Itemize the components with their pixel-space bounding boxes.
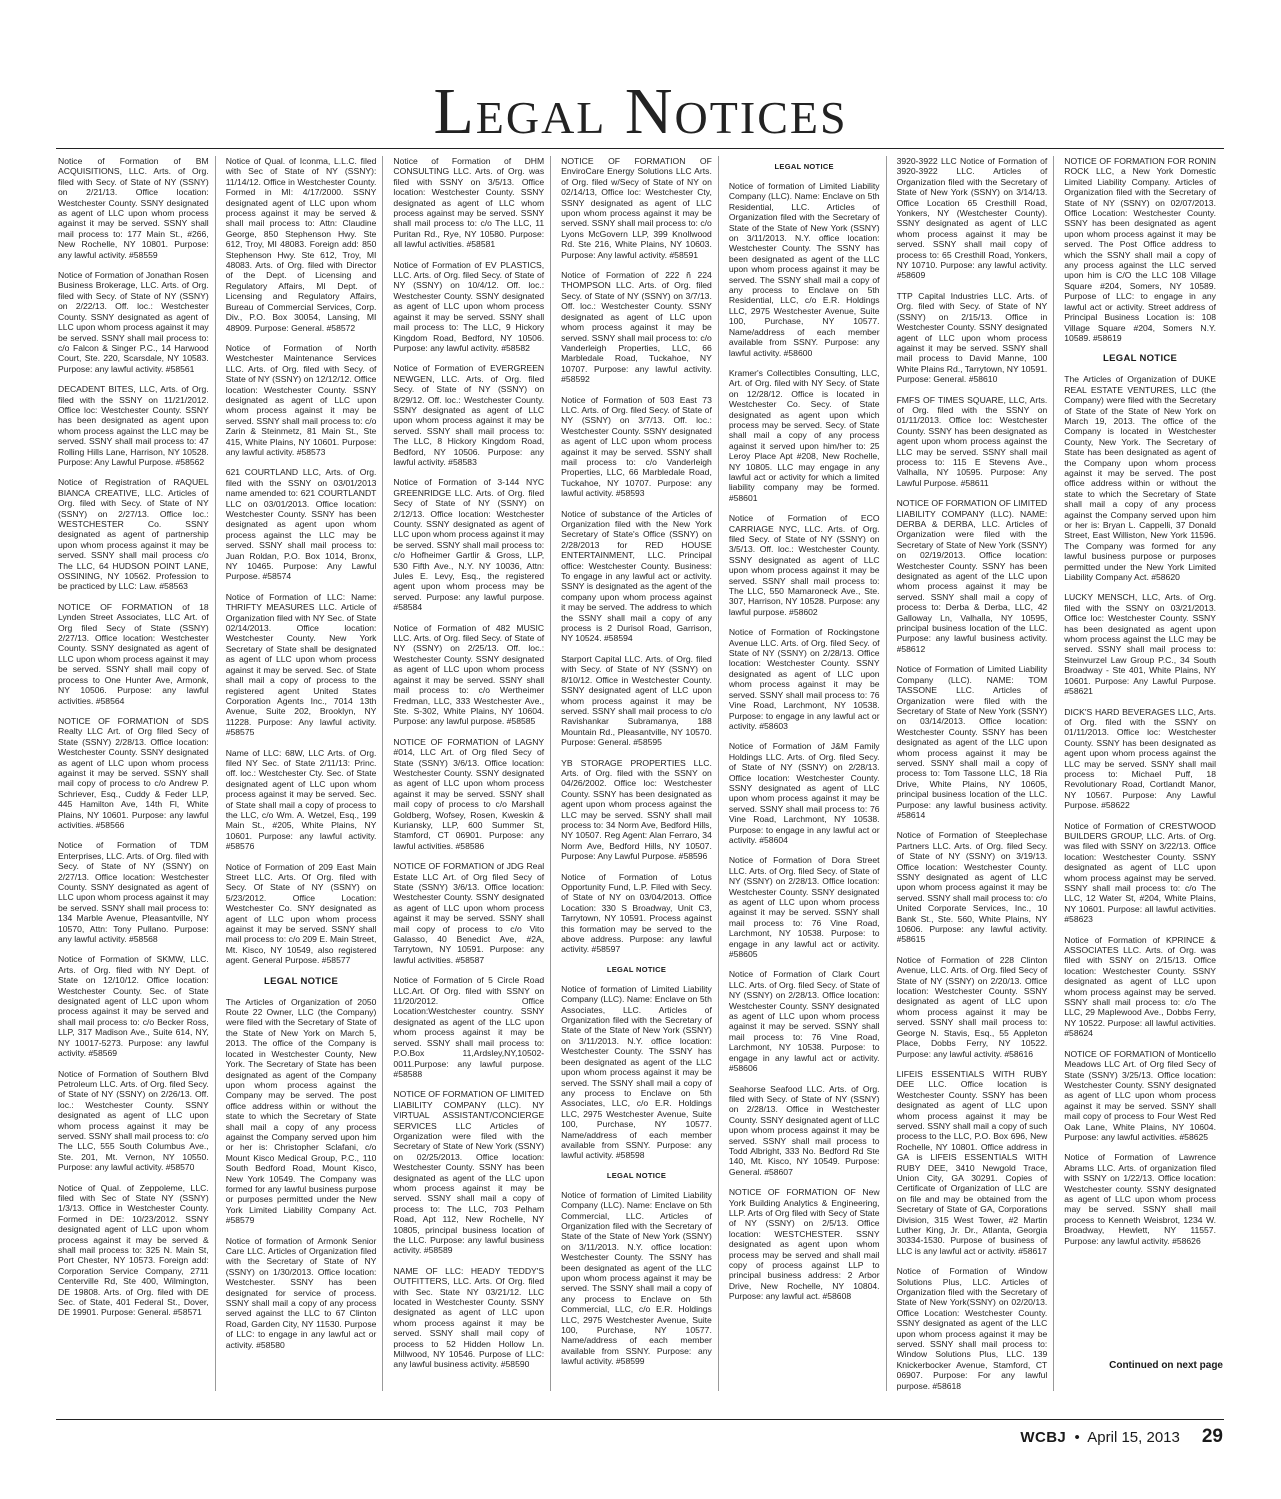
legal-notice: Notice of Registration of RAQUEL BIANCA CREATIVE, LLC. Articles of Org. filed with Secy. of State of NY (SSNY) on 2/27/13. Office loc.: WESTCHESTER Co. SSNY designated as agent of partnership upon whom process against it may be served. SSNY shall mail process c/o The LLC, 64 HUDSON POINT LANE, OSSINING, NY 10562. Profession to be practiced by LLC: Law. #58563 [58, 477, 209, 592]
legal-notice: Notice of Formation of 209 East Main Street LLC. Arts. Of Org. filed with Secy. Of State of NY (SSNY) on 5/23/2012. Office Location: Westchester Co. SNY designated as agent of LLC upon whom process against it may be served. SSNY shall mail process to: c/o 209 E. Main Street, Mt. Kisco, NY 10549, also registered agent. General Purpose. #58577 [225, 861, 377, 966]
header-rule [56, 148, 1224, 149]
legal-notice: Notice of Qual. of Zeppoleme, LLC. filed with Sec of State NY (SSNY) 1/3/13. Office in Westchester County. Formed in DE: 10/23/2012. SSNY designated agent of LLC upon whom process against it may be served & shall mail process to: 325 N. Main St, Port Chester, NY 10573. Foreign add: Corporation Service Company, 2711 Centerville Rd, Ste 400, Wilmington, DE 19808. Arts. of Org. filed with DE Sec. of State, 401 Federal St., Dover, DE 19901. Purpose: General. #58571 [58, 1182, 209, 1318]
legal-notice: DICK'S HARD BEVERAGES LLC, Arts. of Org. filed with the SSNY on 01/11/2013. Office loc: Westchester County. SSNY has been designated as agent upon whom process against the LLC may be served. SSNY shall mail process to: Michael Puff, 18 Revolutionary Road, Cortlandt Manor, NY 10567. Purpose: Any Lawful Purpose. #58622 [1064, 706, 1216, 811]
notice-column [393, 156, 551, 1391]
legal-notice: Notice of formation of Limited Liability Company (LLC). Name: Enclave on 5th Commercial, LLC. Articles of Organization filed with the Secretary of State of the State of New York (SSNY) on 3/11/2013. N.Y. office location: Westchester County. The SSNY has been designated as agent of the LLC upon whom process against it may be served. The SSNY shall mail a copy of any process to Enclave on 5th Commercial, LLC, c/o E.R. Holdings LLC, 2975 Westchester Avenue, Suite 100, Purchase, NY 10577. Name/address of each member available from SSNY. Purpose: any lawful activity. #58599 [561, 1189, 712, 1367]
bullet-separator: • [1070, 1428, 1084, 1446]
notice-column [226, 156, 384, 1391]
legal-notice: Notice of formation of Limited Liability Company (LLC). Name: Enclave on 5th Residential, LLC. Articles of Organization filed with the Secretary of State of the State of New York (SSNY) on 3/11/2013. N.Y. office location: Westchester County. The SSNY has been designated as agent of the LLC upon whom process against it may be served. The SSNY shall mail a copy of any process to Enclave on 5th Residential, LLC, c/o E.R. Holdings LLC, 2975 Westchester Avenue, Suite 100, Purchase, NY 10577. Name/address of each member available from SSNY. Purpose: any lawful activity. #58600 [728, 181, 880, 358]
legal-notice: Notice of Formation of SKMW, LLC. Arts. of Org. filed with NY Dept. of State on 12/10/12. Office location: Westchester County. Sec. of State designated agent of LLC upon whom process against it may be served and shall mail process to: c/o Becker Ross, LLP, 317 Madison Ave., Suite 614, NY, NY 10017-5273. Purpose: any lawful activity. #58569 [58, 954, 209, 1059]
issue-date: April 15, 2013 [1087, 1428, 1180, 1446]
footer-rule [56, 1419, 1224, 1420]
legal-notice: LUCKY MENSCH, LLC, Arts. of Org. filed with the SSNY on 03/21/2013. Office loc: Westchester County. SSNY has been designated as agent upon whom process against the LLC may be served. SSNY shall mail process to: Steinvurzel Law Group P.C., 34 South Broadway - Ste 401, White Plains, NY 10601. Purpose: Any Lawful Purpose. #58621 [1064, 592, 1216, 697]
section-heading: LEGAL NOTICE [774, 162, 834, 171]
legal-notice: Notice of Formation of 222 ñ 224 THOMPSON LLC. Arts. of Org. filed Secy. of State of NY (SSNY) on 3/7/13. Off. loc.: Westchester County. SSNY designated as agent of LLC upon whom process against it may be served. SSNY shall mail process to: c/o Vanderleigh Properties, LLC, 66 Marbledale Road, Tuckahoe, NY 10707. Purpose: any lawful activity. #58592 [561, 270, 712, 385]
section-heading: LEGAL NOTICE [606, 964, 667, 974]
legal-notice: Notice of Formation of Window Solutions Plus, LLC. Articles of Organization filed with the Secretary of State of New York(SSNY) on 02/20/13. Office Location: Westchester County. SSNY designated as agent of the LLC upon whom process against it may be served. SSNY shall mail process to: Window Solutions Plus, LLC. 139 Knickerbocker Avenue, Stamford, CT 06907. Purpose: For any lawful purpose. #58618 [896, 1266, 1048, 1391]
legal-notice: FMFS OF TIMES SQUARE, LLC, Arts. of Org. filed with the SSNY on 01/11/2013. Office loc: Westchester County. SSNY has been designated as agent upon whom process against the LLC may be served. SSNY shall mail process to: 115 E Stevens Ave., Valhalla, NY 10595. Purpose: Any Lawful Purpose. #58611 [896, 394, 1048, 488]
legal-notice: The Articles of Organization of DUKE REAL ESTATE VENTURES, LLC (the Company) were filed with the Secretary of State of the State of New York on March 19, 2013. The office of the Company is located in Westchester County, New York. The Secretary of State has been designated as agent of the Company upon whom process against it may be served. The post office address within or without the state to which the Secretary of State shall mail a copy of any process against the Company served upon him or her is: Bryan L. Cappelli, 37 Donald Street, East Williston, New York 11596. The Company was formed for any lawful business purpose or purposes permitted under the New York Limited Liability Company Act. #58620 [1064, 374, 1216, 583]
legal-notice: DECADENT BITES, LLC, Arts. of Org. filed with the SSNY on 11/21/2012. Office loc: Westchester County. SSNY has been designated as agent upon whom process against the LLC may be served. SSNY shall mail process to: 47 Rolling Hills Lane, Harrison, NY 10528. Purpose: Any Lawful Purpose. #58562 [58, 384, 209, 467]
legal-notice: Notice of Formation of Limited Liability Company (LLC). NAME: TOM TASSONE LLC. Articles of Organization were filed with the Secretary of State of New York (SSNY) on 03/14/2013. Office location: Westchester County. SSNY has been designated as agent of the LLC upon whom process against it may be served. SSNY shall mail a copy of process to: Tom Tassone LLC, 18 Ria Drive, White Plains, NY 10605, principal business location of the LLC. Purpose: any lawful business activity. #58614 [896, 664, 1048, 820]
legal-notice: YB STORAGE PROPERTIES LLC. Arts. of Org. filed with the SSNY on 04/26/2002. Office loc: Westchester County. SSNY has been designated as agent upon whom process against the LLC may be served. SSNY shall mail process to: 34 Norm Ave, Bedford Hills, NY 10507. Reg Agent: Alan Ferraro, 34 Norm Ave, Bedford Hills, NY 10507. Purpose: Any Lawful Purpose. #58596 [561, 757, 712, 862]
legal-notice: NOTICE OF FORMATION OF LIMITED LIABILITY COMPANY (LLC). NY VIRTUAL ASSISTANT/CONCIERGE SERVICES LLC Articles of Organization were filed with the Secretary of State of New York (SSNY) on 02/25/2013. Office location: Westchester County. SSNY has been designated as agent of the LLC upon whom process against it may be served. SSNY shall mail a copy of process to: The LLC, 703 Pelham Road, Apt 112, New Rochelle, NY 10805, principal business location of the LLC. Purpose: any lawful business activity. #58589 [393, 1089, 545, 1256]
legal-notice: Notice of Formation of 503 East 73 LLC. Arts. of Org. filed Secy. of State of NY (SSNY) on 3/7/13. Off. loc.: Westchester County. SSNY designated as agent of LLC upon whom process against it may be served. SSNY shall mail process to: c/o Vanderleigh Properties, LLC, 66 Marbledale Road, Tuckahoe, NY 10707. Purpose: any lawful activity. #58593 [561, 394, 712, 499]
legal-notice: The Articles of Organization of 2050 Route 22 Owner, LLC (the Company) were filed with the Secretary of State of the State of New York on March 5, 2013. The office of the Company is located in Westchester County, New York. The Secretary of State has been designated as agent of the Company upon whom process against the Company may be served. The post office address within or without the state to which the Secretary of State shall mail a copy of any process against the Company served upon him or her is: Christopher Sclafani, c/o Mount Kisco Medical Group, P.C., 110 South Bedford Road, Mount Kisco, New York 10549. The Company was formed for any lawful business purpose or purposes permitted under the New York Limited Liability Company Act. #58579 [225, 996, 377, 1226]
legal-notice: NOTICE OF FORMATION OF EnviroCare Energy Solutions LLC Arts. of Org. filed w/Secy of State of NY on 02/14/13, Office loc: Westchester Cty, SSNY designated as agent of LLC upon whom process against it may be served. SSNY shall mail process to: c/o Lyons McGovern LLP, 399 Knollwood Rd. Ste 216, White Plains, NY 10603. Purpose: Any lawful activity. #58591 [561, 156, 712, 260]
legal-notice: 621 COURTLAND LLC, Arts. of Org. filed with the SSNY on 03/01/2013 name amended to: 621 COURTLANDT LLC on 03/01/2013. Office location: Westchester County. SSNY has been designated as agent upon whom process against the LLC may be served. SSNY shall mail process to: Juan Roldan, P.O. Box 1014, Bronx, NY 10465. Purpose: Any Lawful Purpose. #58574 [225, 467, 377, 582]
legal-notice: NOTICE OF FORMATION of JDG Real Estate LLC Art. of Org filed Secy of State (SSNY) 3/6/13. Office location: Westchester County. SSNY designated as agent of LLC upon whom process against it may be served. SSNY shall mail copy of process to c/o Vito Galasso, 40 Benedict Ave, #2A, Tarrytown, NY 10591. Purpose: any lawful activities. #58587 [393, 861, 545, 965]
legal-notice: Kramer's Collectibles Consulting, LLC, Art. of Org. filed with NY Secy. of State on 12/28/12. Office is located in Westchester Co. Secy. of State designated as agent upon which process may be served. Secy. of State shall mail a copy of any process against it served upon him/her to: 25 Leroy Place Apt #208, New Rochelle, NY 10805. LLC may engage in any lawful act or activity for which a limited liability company may be formed. #58601 [728, 367, 880, 503]
legal-notice: Notice of Formation of Clark Court LLC. Arts. of Org. filed Secy. of State of NY (SSNY) on 2/28/13. Office location: Westchester County. SSNY designated as agent of LLC upon whom process against it may be served. SSNY shall mail process to: 76 Vine Road, Larchmont, NY 10538. Purpose: to engage in any lawful act or activity. #58606 [728, 969, 880, 1074]
legal-notice: NOTICE OF FORMATION of LAGNY #014, LLC Art. of Org filed Secy of State (SSNY) 3/6/13. Office location: Westchester County. SSNY designated as agent of LLC upon whom process against it may be served. SSNY shall mail copy of process to c/o Marshall Goldberg, Wofsey, Rosen, Kweskin & Kuriansky, LLP, 600 Summer St, Stamford, CT 06901. Purpose: any lawful activities. #58586 [393, 736, 545, 851]
legal-notice: Notice of Formation of EVERGREEN NEWGEN, LLC. Arts. of Org. filed Secy. of State of NY (SSNY) on 8/29/12. Off. loc.: Westchester County. SSNY designated as agent of LLC upon whom process against it may be served. SSNY shall mail process to: The LLC, 8 Hickory Kingdom Road, Bedford, NY 10506. Purpose: any lawful activity. #58583 [393, 363, 545, 467]
notice-column [561, 156, 719, 1391]
legal-notice: 3920-3922 LLC Notice of Formation of 3920-3922 LLC. Articles of Organization filed with the Secretary of State of New York (SSNY) on 3/14/13. Office Location 65 Cresthill Road, Yonkers, NY (Westchester County). SSNY designated as agent of LLC whom process against it may be served. SSNY shall mail copy of process to: 65 Cresthill Road, Yonkers, NY 10710. Purpose: any lawful activity. #58609 [896, 156, 1048, 281]
legal-notice: Notice of Formation of Steeplechase Partners LLC. Arts. of Org. filed Secy. of State of NY (SSNY) on 3/19/13. Office location: Westchester County. SSNY designated as agent of LLC upon whom process against it may be served. SSNY shall mail process to: c/o United Corporate Services, Inc., 10 Bank St., Ste. 560, White Plains, NY 10606. Purpose: any lawful activity. #58615 [896, 830, 1048, 945]
legal-notice: Notice of substance of the Articles of Organization filed with the New York Secretary of State's Office (SSNY) on 2/28/2013 for RED HOUSE ENTERTAINMENT, LLC. Principal office: Westchester County. Business: To engage in any lawful act or activity. SSNY is designated as the agent of the company upon whom process against it may be served. The address to which the SSNY shall mail a copy of any process is 2 Durisol Road, Garrison, NY 10524. #58594 [561, 508, 712, 644]
section-heading: LEGAL NOTICE [1103, 353, 1178, 365]
section-heading: LEGAL NOTICE [606, 1170, 667, 1180]
legal-notice: NOTICE OF FORMATION of SDS Realty LLC Art. of Org filed Secy of State (SSNY) 2/28/13. Office location: Westchester County. SSNY designated as agent of LLC upon whom process against it may be served. SSNY shall mail copy of process to c/o Andrew P. Schriever, Esq., Cuddy & Feder LLP, 445 Hamilton Ave, 14th Fl, White Plains, NY 10601. Purpose: any lawful activities. #58566 [58, 715, 209, 830]
legal-notice: Seahorse Seafood LLC. Arts. of Org. filed with Secy. of State of NY (SSNY) on 2/28/13. Office in Westchester County. SSNY designated agent of LLC upon whom process against it may be served. SSNY shall mail process to Todd Albright, 333 No. Bedford Rd Ste 140, Mt. Kisco, NY 10549. Purpose: General. #58607 [728, 1083, 880, 1177]
legal-notice: Notice of Formation of 3-144 NYC GREENRIDGE LLC. Arts. of Org. filed Secy of State of NY (SSNY) on 2/12/13. Office location: Westchester County. SSNY designated as agent of LLC upon whom process against it may be served. SSNY shall mail process to: c/o Hofheimer Gartlir & Gross, LLP, 530 Fifth Ave., N.Y. NY 10036, Attn: Jules E. Levy, Esq., the registered agent upon whom process may be served. Purpose: any lawful purpose. #58584 [393, 477, 545, 613]
notice-column [1064, 156, 1222, 1391]
legal-notice: Notice of Formation of Dora Street LLC. Arts. of Org. filed Secy. of State of NY (SSNY) on 2/28/13. Office location: Westchester County. SSNY designated as agent of LLC upon whom process against it may be served. SSNY shall mail process to: 76 Vine Road, Larchmont, NY 10538. Purpose: to engage in any lawful act or activity. #58605 [728, 855, 880, 960]
publication-name: WCBJ [1020, 1428, 1067, 1446]
legal-notice: Notice of Formation of EV PLASTICS, LLC. Arts. of Org. filed Secy. of State of NY (SSNY) on 10/4/12. Off. loc.: Westchester County. SSNY designated as agent of LLC upon whom process against it may be served. SSNY shall mail process to: The LLC, 9 Hickory Kingdom Road, Bedford, NY 10506. Purpose: any lawful activity. #58582 [393, 259, 545, 353]
legal-notice: Notice of Formation of 228 Clinton Avenue, LLC. Arts. of Org. filed Secy of State of NY (SSNY) on 2/20/13. Office location: Westchester County. SSNY designated as agent of LLC upon whom process against it may be served. SSNY shall mail process to: George N. Stavis, Esq., 55 Appleton Place, Dobbs Ferry, NY 10522. Purpose: any lawful activity. #58616 [896, 954, 1048, 1059]
legal-notice: NOTICE OF FORMATION of 18 Lynden Street Associates, LLC Art. of Org filed Secy of State (SSNY) 2/27/13. Office location: Westchester County. SSNY designated as agent of LLC upon whom process against it may be served. SSNY shall mail copy of process to One Hunter Ave, Armonk, NY 10506. Purpose: any lawful activities. #58564 [58, 601, 209, 706]
legal-notice: Name of LLC: 68W, LLC Arts. of Org. filed NY Sec. of State 2/11/13: Princ. off. loc.: Westchester Cty. Sec. of State designated agent of LLC upon whom process against it may be served. Sec. of State shall mail a copy of process to the LLC, c/o Wm. A. Wetzel, Esq., 199 Main St., #205, White Plains, NY 10601. Purpose: any lawful activity. #58576 [225, 747, 377, 852]
legal-notice: Notice of Formation of Jonathan Rosen Business Brokerage, LLC. Arts. of Org. filed with Secy. of State of NY (SSNY) on 2/22/13. Off. loc.: Westchester County. SSNY designated as agent of LLC upon whom process against it may be served. SSNY shall mail process to: c/o Falcon & Singer P.C., 14 Harwood Court, Ste. 220, Scarsdale, NY 10583. Purpose: any lawful activity. #58561 [58, 270, 209, 374]
notice-column [58, 156, 216, 1391]
page-title: Legal Notices [433, 75, 848, 148]
legal-notice: NAME OF LLC: HEADY TEDDY'S OUTFITTERS, LLC. Arts. Of Org. filed with Sec. State NY 03/21/12. LLC located in Westchester County. SSNY designated as agent of LLC upon whom process against it may be served. SSNY shall mail copy of process to 52 Hidden Hollow Ln. Millwood, NY 10546. Purpose of LLC: any lawful business activity. #58590 [393, 1265, 545, 1370]
section-heading: LEGAL NOTICE [263, 975, 339, 987]
legal-notice: Notice of Formation of Lawrence Abrams LLC. Arts. of organization filed with SSNY on 1/22/13. Office location: Westchester county. SSNY designated as agent of LLC upon whom process may be served. SSNY shall mail process to Kenneth Weisbrot, 1234 W. Broadway, Hewlett, NY 11557. Purpose: any lawful activity. #58626 [1064, 1152, 1216, 1246]
footer-dateline [1020, 1429, 1179, 1446]
legal-notice: NOTICE OF FORMATION OF LIMITED LIABILITY COMPANY (LLC). NAME: DERBA & DERBA, LLC. Articles of Organization were filed with the Secretary of State of New York (SSNY) on 02/19/2013. Office location: Westchester County. SSNY has been designated as agent of the LLC upon whom process against it may be served. SSNY shall mail a copy of process to: Derba & Derba, LLC, 42 Galloway Ln, Valhalla, NY 10595, principal business location of the LLC. Purpose: any lawful business activity. #58612 [896, 498, 1048, 654]
legal-notice: Notice of Formation of CRESTWOOD BUILDERS GROUP, LLC. Arts. of Org. was filed with SSNY on 3/22/13. Office location: Westchester County. SSNY designated as agent of LLC upon whom process against may be served. SSNY shall mail process to: c/o The LLC, 12 Water St, #204, White Plains, NY 10601. Purpose: all lawful activities. #58623 [1064, 820, 1216, 925]
legal-notice: Notice of Formation of ECO CARRIAGE NYC, LLC. Arts. of Org. filed Secy. of State of NY (SSNY) on 3/5/13. Off. loc.: Westchester County. SSNY designated as agent of LLC upon whom process against it may be served. SSNY shall mail process to: The LLC, 550 Mamaroneck Ave., Ste. 307, Harrison, NY 10528. Purpose: any lawful purpose. #58602 [728, 513, 880, 617]
legal-notice: TTP Capital Industries LLC. Arts. of Org. filed with Secy. of State of NY (SSNY) on 2/15/13. Office in Westchester County. SSNY designated agent of LLC upon whom process against it may be served. SSNY shall mail process to David Manne, 100 White Plains Rd., Tarrytown, NY 10591. Purpose: General. #58610 [896, 290, 1048, 385]
legal-notice: NOTICE OF FORMATION of Monticello Meadows LLC Art. of Org filed Secy of State (SSNY) 3/25/13. Office location: Westchester County. SSNY designated as agent of LLC upon whom process against it may be served. SSNY shall mail copy of process to Four West Red Oak Lane, White Plains, NY 10604. Purpose: any lawful activities. #58625 [1064, 1048, 1216, 1142]
legal-notice: NOTICE OF FORMATION FOR RONIN ROCK LLC, a New York Domestic Limited Liability Company. Articles of Organization filed with the Secretary of State of NY (SSNY) on 02/07/2013. Office Location: Westchester County. SSNY has been designated as agent upon whom process against it may be served. The Post Office address to which the SSNY shall mail a copy of any process against the LLC served upon him is C/O the LLC 108 Village Square #204, Somers, NY 10589. Purpose of LLC: to engage in any lawful act or activity. Street address of Principal Business Location is: 108 Village Square #204, Somers N.Y. 10589. #58619 [1064, 156, 1216, 343]
legal-notice: Starport Capital LLC. Arts. of Org. filed with Secy. of State of NY (SSNY) on 8/10/12. Office in Westchester County. SSNY designated agent of LLC upon whom process against it may be served. SSNY shall mail process to c/o Ravishankar Subramanya, 188 Mountain Rd., Pleasantville, NY 10570. Purpose: General. #58595 [561, 653, 712, 748]
page-footer [1020, 1424, 1223, 1450]
legal-notice: Notice of Formation of KPRINCE & ASSOCIATES LLC. Arts. of Org. was filed with SSNY on 2/15/13. Office location: Westchester County. SSNY designated as agent of LLC upon whom process against may be served. SSNY shall mail process to: c/o The LLC, 29 Maplewood Ave., Dobbs Ferry, NY 10522. Purpose: all lawful activities. #58624 [1064, 934, 1216, 1039]
masthead [0, 72, 1281, 152]
legal-notice: Notice of Formation of BM ACQUISITIONS, LLC. Arts. of Org. filed with Secy. of State of NY (SSNY) on 2/21/13. Office location: Westchester County. SSNY designated as agent of LLC upon whom process against it may be served. SSNY shall mail process to: 177 Main St., #266, New Rochelle, NY 10801. Purpose: any lawful activity. #58559 [58, 156, 209, 260]
continued-note: Continued on next page [1109, 1360, 1223, 1371]
legal-notice: Notice of Formation of Southern Blvd Petroleum LLC. Arts. of Org. filed Secy. of State of NY (SSNY) on 2/26/13. Off. loc.: Westchester County. SSNY designated as agent of LLC upon whom process against it may be served. SSNY shall mail process to: c/o The LLC, 555 South Columbus Ave., Ste. 201, Mt. Vernon, NY 10550. Purpose: any lawful activity. #58570 [58, 1068, 209, 1173]
legal-notice: LIFEIS ESSENTIALS WITH RUBY DEE LLC. Office location is Westchester County. SSNY has been designated as agent of LLC upon whom process against it may be served. SSNY shall mail a copy of such process to the LLC, P.O. Box 696, New Rochelle, NY 10801. Office address in GA is LIFEIS ESSENTIALS WITH RUBY DEE, 3410 Newgold Trace, Union City, GA 30291. Copies of Certificate of Organization of LLC are on file and may be obtained from the Secretary of State of GA, Corporations Division, 315 West Tower, #2 Martin Luther King, Jr. Dr., Atlanta, Georgia 30334-1530. Purpose of business of LLC is any lawful act or activity. #58617 [896, 1068, 1048, 1256]
notice-column [897, 156, 1055, 1391]
legal-notice: Notice of Formation of TDM Enterprises, LLC. Arts. of Org. filed with Secy. of State of NY (SSNY) on 2/27/13. Office location: Westchester County. SSNY designated as agent of LLC upon whom process against it may be served. SSNY shall mail process to: 134 Marble Avenue, Pleasantville, NY 10570, Attn: Tony Pullano. Purpose: any lawful activity. #58568 [58, 840, 209, 945]
legal-notice: Notice of Formation of DHM CONSULTING LLC. Arts. of Org. was filed with SSNY on 3/5/13. Office location: Westchester County. SSNY designated as agent of LLC whom process against may be served. SSNY shall mail process to: c/o The LLC, 11 Puritan Rd., Rye, NY 10580. Purpose: all lawful activities. #58581 [393, 156, 545, 250]
legal-notice: NOTICE OF FORMATION OF New York Building Analytics & Engineering, LLP. Arts of Org filed with Secy of State of NY (SSNY) on 2/5/13. Office location: WESTCHESTER. SSNY designated as agent upon whom process may be served and shall mail copy of process against LLP to principal business address: 2 Arbor Drive, New Rochelle, NY 10804. Purpose: any lawful act. #58608 [728, 1187, 880, 1302]
legal-notice: Notice of Formation of J&M Family Holdings LLC. Arts. of Org. filed Secy. of State of NY (SSNY) on 2/28/13. Office location: Westchester County. SSNY designated as agent of LLC upon whom process against it may be served. SSNY shall mail process to: 76 Vine Road, Larchmont, NY 10538. Purpose: to engage in any lawful act or activity. #58604 [728, 741, 880, 845]
legal-notice: Notice of Qual. of Iconma, L.L.C. filed with Sec of State of NY (SSNY): 11/14/12. Office in Westchester County. Formed in MI: 4/17/2000. SSNY designated agent of LLC upon whom process against it may be served & shall mail process to: Attn: Claudine George, 850 Stephenson Hwy. Ste 612, Troy, MI 48083. Foreign add: 850 Stephenson Hwy. Ste 612, Troy, MI 48083. Arts. of Org. filed with Director of the Dept. of Licensing and Regulatory Affairs, MI Dept. of Licensing and Regulatory Affairs, Bureau of Commercial Services, Corp. Div., P.O. Box 30054, Lansing, MI 48909. Purpose: General. #58572 [225, 156, 377, 333]
legal-notice: Notice of formation of Armonk Senior Care LLC. Articles of Organization filed with the Secretary of State of NY (SSNY) on 1/30/2013. Office location: Westchester. SSNY has been designated for service of process. SSNY shall mail a copy of any process served against the LLC to 67 Clinton Road, Garden City, NY 11530. Purpose of LLC: to engage in any lawful act or activity. #58580 [225, 1235, 377, 1350]
notices-columns [58, 156, 1222, 1391]
legal-notice: Notice of formation of Limited Liability Company (LLC). Name: Enclave on 5th Associates, LLC. Articles of Organization filed with the Secretary of State of the State of New York (SSNY) on 3/11/2013. N.Y. office location: Westchester County. The SSNY has been designated as agent of the LLC upon whom process against it may be served. The SSNY shall mail a copy of any process to Enclave on 5th Associates, LLC, c/o E.R. Holdings LLC, 2975 Westchester Avenue, Suite 100, Purchase, NY 10577. Name/address of each member available from SSNY. Purpose: any lawful activity. #58598 [561, 983, 712, 1161]
legal-notice: Notice of Formation of 5 Circle Road LLC.Art. Of Org. filed with SSNY on 11/20/2012. Office Location:Westchester country. SSNY designated as agent of the LLC upon whom process against it may be served. SSNY shall mail process to: P.O.Box 11,Ardsley,NY,10502-0011.Purpose: any lawful purpose. #58588 [393, 975, 545, 1079]
legal-notice: Notice of Formation of LLC: Name: THRIFTY MEASURES LLC. Article of Organization filed with NY Sec. of State 02/14/2013. Office location: Westchester County. New York Secretary of State shall be designated as agent of LLC upon whom process against it may be served. Sec. of State shall mail a copy of process to the registered agent United States Corporation Agents Inc., 7014 13th Avenue, Suite 202, Brooklyn, NY 11228. Purpose: Any lawful activity. #58575 [225, 591, 377, 738]
legal-notice: Notice of Formation of 482 MUSIC LLC. Arts. of Org. filed Secy. of State of NY (SSNY) on 2/25/13. Off. loc.: Westchester County. SSNY designated as agent of LLC upon whom process against it may be served. SSNY shall mail process to: c/o Wertheimer Fredman, LLC, 333 Westchester Ave., Ste. S-302, White Plains, NY 10604. Purpose: any lawful purpose. #58585 [393, 622, 545, 727]
legal-notice: Notice of Formation of Rockingstone Avenue LLC. Arts. of Org. filed Secy. of State of NY (SSNY) on 2/28/13. Office location: Westchester County. SSNY designated as agent of LLC upon whom process against it may be served. SSNY shall mail process to: 76 Vine Road, Larchmont, NY 10538. Purpose: to engage in any lawful act or activity. #58603 [728, 627, 880, 731]
legal-notice: Notice of Formation of North Westchester Maintenance Services LLC. Arts. of Org. filed with Secy. of State of NY (SSNY) on 12/12/12. Office location: Westchester County. SSNY designated as agent of LLC upon whom process against it may be served. SSNY shall mail process to: c/o Zarin & Steinmetz, 81 Main St., Ste 415, White Plains, NY 10601. Purpose: any lawful activity. #58573 [225, 342, 377, 457]
page-number: 29 [1201, 1426, 1223, 1447]
legal-notice: Notice of Formation of Lotus Opportunity Fund, L.P. Filed with Secy. of State of NY on 03/04/2013. Office Location: 330 S Broadway, Unit C3, Tarrytown, NY 10591. Process against this formation may be served to the above address. Purpose: any lawful activity. #58597 [561, 871, 712, 955]
notice-column [729, 156, 887, 1391]
